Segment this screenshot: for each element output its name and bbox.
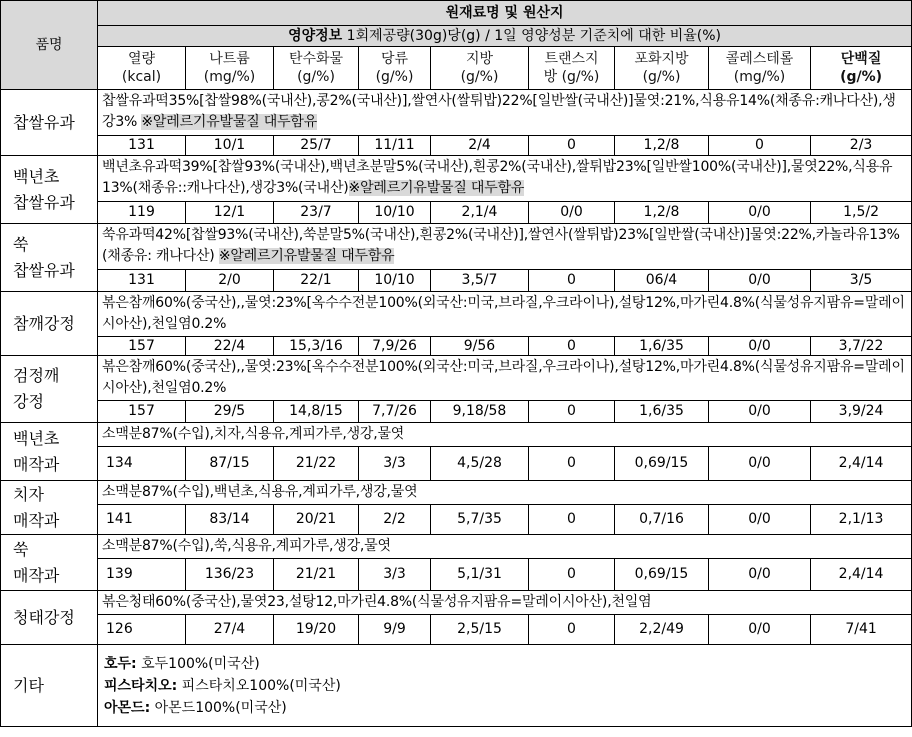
nutrition-value: 9/56 bbox=[431, 337, 529, 356]
nutrition-value: 21/21 bbox=[274, 559, 359, 591]
product-name bbox=[1, 535, 98, 591]
nutrition-value: 21/22 bbox=[274, 447, 359, 481]
etc-item-origin: 호두100%(미국산) bbox=[141, 655, 260, 672]
nutrition-value: 22/4 bbox=[186, 337, 274, 356]
etc-item-origin: 피스타치오100%(미국산) bbox=[181, 677, 341, 694]
nutrition-value: 0 bbox=[529, 447, 615, 481]
ingredients-cell bbox=[98, 156, 912, 202]
ingredients-text: 소맥분87%(수입),쑥,식용유,계피가루,생강,물엿 bbox=[102, 538, 391, 554]
nutrition-value: 3/3 bbox=[359, 447, 431, 481]
nutrition-values-row bbox=[1, 270, 912, 292]
nutrition-value: 14,8/15 bbox=[274, 401, 359, 423]
nutrition-value: 0 bbox=[529, 505, 615, 535]
nutrition-value: 15,3/16 bbox=[274, 337, 359, 356]
ingredients-text: 소맥분87%(수입),치자,식용유,계피가루,생강,물엿 bbox=[102, 426, 405, 442]
nutrition-value: 5,7/35 bbox=[431, 505, 529, 535]
nutrition-value: 1,2/8 bbox=[615, 202, 709, 224]
nutrition-values-row bbox=[1, 615, 912, 645]
product-name-line: 찹쌀유과 bbox=[13, 112, 75, 132]
product-name-line: 매작과 bbox=[13, 510, 60, 530]
ingredients-origin-header: 원재료명 및 원산지 bbox=[98, 1, 912, 26]
product-name bbox=[1, 156, 98, 224]
etc-item bbox=[104, 697, 905, 719]
product-ingredient-row bbox=[1, 292, 912, 337]
nutrition-value: 5,1/31 bbox=[431, 559, 529, 591]
ingredients-text: 찹쌀유과떡35%[찹쌀98%(국내산),콩2%(국내산)],쌀연사(쌀튀밥)22%[일반쌀(국내산)]물엿:21%,식용유14%(채종유:캐나다산),생강3% bbox=[102, 93, 896, 130]
product-name-line: 찹쌀유과 bbox=[13, 192, 75, 212]
product-name-line: 매작과 bbox=[13, 565, 60, 585]
product-ingredient-row bbox=[1, 591, 912, 615]
nutrition-value: 0/0 bbox=[709, 447, 811, 481]
nutrition-value: 0 bbox=[529, 559, 615, 591]
etc-item bbox=[104, 653, 905, 675]
nutrition-value: 0/0 bbox=[709, 270, 811, 292]
product-name-line: 치자 bbox=[13, 484, 44, 504]
ingredients-cell bbox=[98, 224, 912, 270]
nutrition-value: 3/5 bbox=[811, 270, 912, 292]
nutrition-value: 2,1/4 bbox=[431, 202, 529, 224]
ingredients-text: 백년초유과떡39%[찹쌀93%(국내산),백년초분말5%(국내산),흰콩2%(국내산),쌀튀밥23%[일반쌀100%(국내산)],물엿22%,식용유13%(채종유::캐나다산),생강3%(국내산) bbox=[102, 159, 893, 196]
nutrition-info-header bbox=[98, 26, 912, 47]
etc-item-name: 호두: bbox=[104, 655, 137, 672]
nutrition-value: 10/10 bbox=[359, 202, 431, 224]
product-name-line: 백년초 bbox=[13, 428, 60, 448]
nutrition-value: 2,1/13 bbox=[811, 505, 912, 535]
nutrition-value: 2/2 bbox=[359, 505, 431, 535]
ingredients-cell bbox=[98, 90, 912, 136]
nutrition-value: 20/21 bbox=[274, 505, 359, 535]
nutrition-value: 3,5/7 bbox=[431, 270, 529, 292]
nutrition-label: 영양정보 bbox=[288, 27, 343, 44]
nutrition-value: 131 bbox=[98, 136, 186, 156]
nutrition-value: 06/4 bbox=[615, 270, 709, 292]
ingredients-cell bbox=[98, 481, 912, 505]
ingredients-cell bbox=[98, 423, 912, 447]
product-name-line: 청태강정 bbox=[13, 607, 75, 627]
nutrition-value: 4,5/28 bbox=[431, 447, 529, 481]
product-name bbox=[1, 90, 98, 156]
nutrition-values-row bbox=[1, 337, 912, 356]
product-name-line: 백년초 bbox=[13, 166, 60, 186]
nutrition-value: 0/0 bbox=[709, 615, 811, 645]
nutrition-value: 0 bbox=[709, 136, 811, 156]
ingredients-text: 볶은참깨60%(중국산),,물엿:23%[옥수수전분100%(외국산:미국,브라질,우크라이나),설탕12%,마가린4.8%(식물성유지팜유=말레이시아산),천일염0.2% bbox=[102, 359, 905, 396]
nutrition-value: 0,7/16 bbox=[615, 505, 709, 535]
nutrient-column-header: 나트륨 (mg/%) bbox=[186, 47, 274, 90]
nutrition-value: 0 bbox=[529, 136, 615, 156]
nutrition-value: 3/3 bbox=[359, 559, 431, 591]
product-name-line: 강정 bbox=[13, 392, 44, 411]
nutrition-value: 141 bbox=[98, 505, 186, 535]
product-name bbox=[1, 224, 98, 292]
nutrient-column-header: 당류 (g/%) bbox=[359, 47, 431, 90]
product-name-line: 검정깨 bbox=[13, 366, 60, 385]
product-ingredient-row bbox=[1, 90, 912, 136]
nutrition-value: 25/7 bbox=[274, 136, 359, 156]
etc-row bbox=[1, 645, 912, 727]
nutrient-column-header: 지방 (g/%) bbox=[431, 47, 529, 90]
nutrition-value: 19/20 bbox=[274, 615, 359, 645]
nutrition-value: 10/1 bbox=[186, 136, 274, 156]
etc-item-name: 피스타치오: bbox=[104, 677, 178, 694]
ingredients-cell bbox=[98, 591, 912, 615]
product-ingredient-row bbox=[1, 156, 912, 202]
nutrient-column-header: 탄수화물 (g/%) bbox=[274, 47, 359, 90]
nutrition-value: 29/5 bbox=[186, 401, 274, 423]
nutrition-value: 23/7 bbox=[274, 202, 359, 224]
allergen-notice: ※알레르기유발물질 대두함유 bbox=[348, 180, 525, 196]
nutrition-value: 0/0 bbox=[709, 401, 811, 423]
product-column-header: 품명 bbox=[1, 1, 98, 90]
nutrition-value: 0 bbox=[529, 401, 615, 423]
ingredients-text: 소맥분87%(수입),백년초,식용유,계피가루,생강,물엿 bbox=[102, 484, 418, 500]
nutrition-values-row bbox=[1, 447, 912, 481]
product-ingredient-row bbox=[1, 423, 912, 447]
nutrition-value: 0,69/15 bbox=[615, 447, 709, 481]
nutrient-column-header: 트랜스지 방 (g/%) bbox=[529, 47, 615, 90]
etc-items bbox=[98, 645, 912, 727]
product-name bbox=[1, 591, 98, 645]
nutrition-value: 2,5/15 bbox=[431, 615, 529, 645]
nutrition-value: 0/0 bbox=[709, 505, 811, 535]
nutrition-value: 7,7/26 bbox=[359, 401, 431, 423]
product-name-line: 찹쌀유과 bbox=[13, 260, 75, 280]
nutrition-value: 139 bbox=[98, 559, 186, 591]
ingredients-text: 볶은청태60%(중국산),물엿23,설탕12,마가린4.8%(식물성유지팜유=말레이시아산),천일염 bbox=[102, 594, 652, 610]
nutrition-value: 3,9/24 bbox=[811, 401, 912, 423]
nutrition-values-row bbox=[1, 559, 912, 591]
nutrition-value: 157 bbox=[98, 401, 186, 423]
nutrition-value: 1,6/35 bbox=[615, 337, 709, 356]
nutrition-value: 1,5/2 bbox=[811, 202, 912, 224]
nutrition-basis: 1회제공량(30g)당(g) / 1일 영양성분 기준치에 대한 비율(%) bbox=[346, 27, 721, 44]
product-name-line: 쑥 bbox=[13, 539, 29, 559]
etc-item-origin: 아몬드100%(미국산) bbox=[154, 699, 287, 716]
nutrition-value: 2,2/49 bbox=[615, 615, 709, 645]
nutrient-column-header: 단백질 (g/%) bbox=[811, 47, 912, 90]
nutrition-values-row bbox=[1, 202, 912, 224]
product-ingredient-row bbox=[1, 535, 912, 559]
nutrition-value: 87/15 bbox=[186, 447, 274, 481]
nutrition-value: 134 bbox=[98, 447, 186, 481]
product-name bbox=[1, 481, 98, 535]
product-name bbox=[1, 423, 98, 481]
ingredients-text: 쑥유과떡42%[찹쌀93%(국내산),쑥분말5%(국내산),흰콩2%(국내산)],쌀연사(쌀튀밥)23%[일반쌀(국내산)]물엿:22%,카놀라유13%(채종유: 캐나다산) bbox=[102, 227, 900, 264]
nutrition-value: 126 bbox=[98, 615, 186, 645]
etc-label: 기타 bbox=[1, 645, 98, 727]
nutrient-column-header: 열량 (kcal) bbox=[98, 47, 186, 90]
nutrition-value: 119 bbox=[98, 202, 186, 224]
nutrition-value: 2,4/14 bbox=[811, 447, 912, 481]
nutrition-values-row bbox=[1, 401, 912, 423]
nutrition-value: 0/0 bbox=[709, 202, 811, 224]
nutrition-value: 7,9/26 bbox=[359, 337, 431, 356]
nutrition-value: 1,6/35 bbox=[615, 401, 709, 423]
nutrition-values-row bbox=[1, 505, 912, 535]
nutrition-value: 9,18/58 bbox=[431, 401, 529, 423]
nutrition-value: 0,69/15 bbox=[615, 559, 709, 591]
product-ingredient-row bbox=[1, 481, 912, 505]
nutrition-value: 0 bbox=[529, 615, 615, 645]
nutrition-value: 7/41 bbox=[811, 615, 912, 645]
nutrition-value: 12/1 bbox=[186, 202, 274, 224]
nutrition-value: 27/4 bbox=[186, 615, 274, 645]
nutrition-value: 3,7/22 bbox=[811, 337, 912, 356]
allergen-notice: ※알레르기유발물질 대두함유 bbox=[141, 114, 318, 130]
product-name-line: 쑥 bbox=[13, 234, 29, 254]
nutrition-values-row bbox=[1, 136, 912, 156]
nutrition-value: 131 bbox=[98, 270, 186, 292]
nutrient-column-header: 콜레스테롤 (mg/%) bbox=[709, 47, 811, 90]
nutrition-value: 0/0 bbox=[709, 559, 811, 591]
product-name bbox=[1, 292, 98, 356]
nutrient-column-header: 포화지방 (g/%) bbox=[615, 47, 709, 90]
nutrition-value: 10/10 bbox=[359, 270, 431, 292]
product-ingredient-row bbox=[1, 224, 912, 270]
nutrition-value: 0 bbox=[529, 337, 615, 356]
product-name bbox=[1, 356, 98, 423]
nutrition-value: 157 bbox=[98, 337, 186, 356]
nutrition-value: 2/4 bbox=[431, 136, 529, 156]
nutrition-value: 0/0 bbox=[529, 202, 615, 224]
nutrition-value: 0/0 bbox=[709, 337, 811, 356]
nutrition-value: 2/3 bbox=[811, 136, 912, 156]
etc-item bbox=[104, 675, 905, 697]
ingredients-text: 볶은참깨60%(중국산),,물엿:23%[옥수수전분100%(외국산:미국,브라질,우크라이나),설탕12%,마가린4.8%(식물성유지팜유=말레이시아산),천일염0.2% bbox=[102, 295, 905, 332]
ingredients-cell bbox=[98, 535, 912, 559]
nutrition-value: 11/11 bbox=[359, 136, 431, 156]
product-name-line: 참깨강정 bbox=[13, 313, 75, 333]
nutrition-value: 2,4/14 bbox=[811, 559, 912, 591]
nutrition-value: 9/9 bbox=[359, 615, 431, 645]
nutrition-value: 136/23 bbox=[186, 559, 274, 591]
product-ingredient-row bbox=[1, 356, 912, 401]
nutrition-value: 2/0 bbox=[186, 270, 274, 292]
etc-item-name: 아몬드: bbox=[104, 699, 151, 716]
allergen-notice: ※알레르기유발물질 대두함유 bbox=[218, 248, 395, 264]
ingredients-cell bbox=[98, 356, 912, 401]
nutrition-value: 22/1 bbox=[274, 270, 359, 292]
ingredients-cell bbox=[98, 292, 912, 337]
product-name-line: 매작과 bbox=[13, 454, 60, 474]
nutrition-value: 0 bbox=[529, 270, 615, 292]
nutrition-value: 1,2/8 bbox=[615, 136, 709, 156]
nutrition-value: 83/14 bbox=[186, 505, 274, 535]
